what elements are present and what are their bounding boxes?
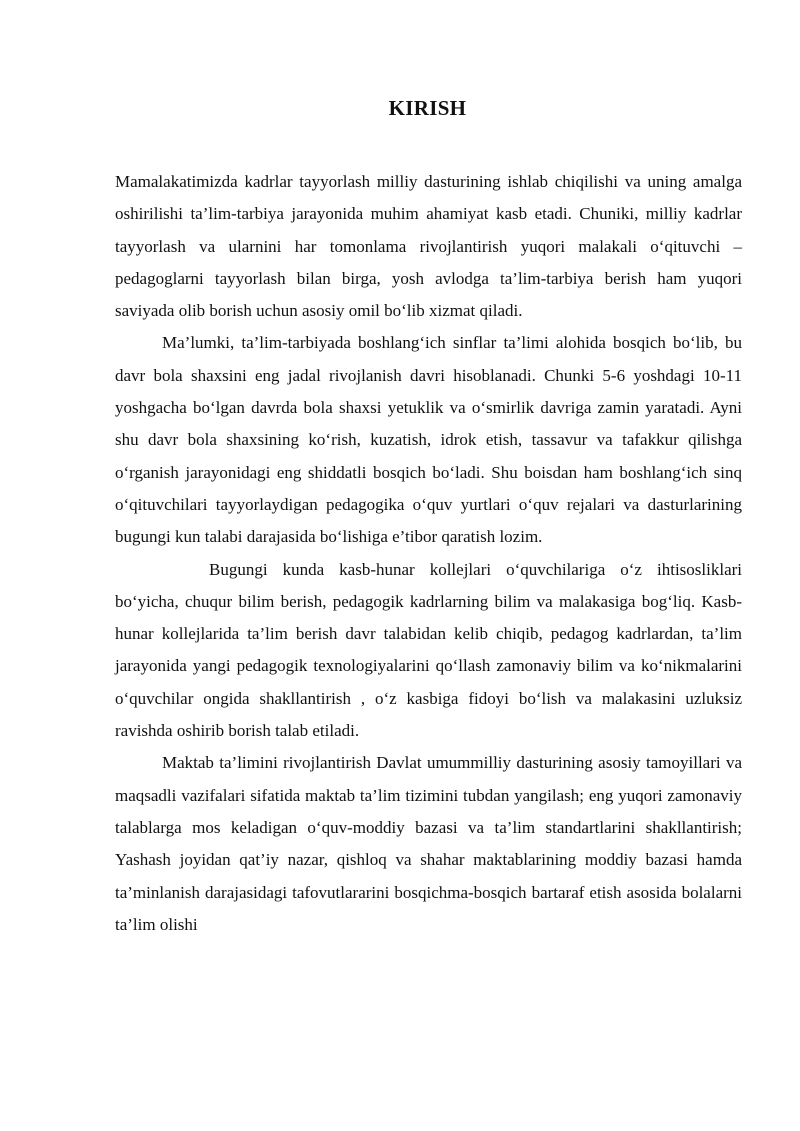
paragraph-vocational-colleges: Bugungi kunda kasb-hunar kollejlari o‘quvchilariga o‘z ihtisosliklari bo‘yicha, chuqur bilim berish, pedagogik kadrlarning bilim va malakasiga bog‘liq. Kasb-hunar kollejlarida ta’lim berish davr talabidan kelib chiqib, pedagog kadrlardan, ta’lim jarayonida yangi pedagogik texnologiyalarini qo‘llash zamonaviy bilim va ko‘nikmalarini o‘quvchilar ongida shakllantirish , o‘z kasbiga fidoyi bo‘lish va malakasini uzluksiz ravishda oshirib borish talab etiladi. bbox=[115, 559, 742, 741]
paragraph-school-program: Maktab ta’limini rivojlantirish Davlat umummilliy dasturining asosiy tamoyillari va maqsadli vazifalari sifatida maktab ta’lim tizimini tubdan yangilash; eng yuqori zamonaviy talablarga mos keladigan o‘quv-moddiy bazasi va ta’lim standartlarini shakllantirish; Yashash joyidan qat’iy nazar, qishloq va shahar maktablarining moddiy bazasi hamda ta’minlanish darajasidagi tafovutlararini bosqichma-bosqich bartaraf etish asosida bolalarni ta’lim olishi bbox=[115, 753, 742, 934]
page-title: KIRISH bbox=[388, 96, 467, 120]
document-body bbox=[115, 166, 742, 941]
paragraph-primary-education: Ma’lumki, ta’lim-tarbiyada boshlang‘ich sinflar ta’limi alohida bosqich bo‘lib, bu davr bola shaxsini eng jadal rivojlanish davri hisoblanadi. Chunki 5-6 yoshdagi 10-11 yoshgacha bo‘lgan davrda bola shaxsi yetuklik va o‘smirlik davriga zamin yaratadi. Ayni shu davr bola shaxsining ko‘rish, kuzatish, idrok etish, tassavur va tafakkur qilishga o‘rganish jarayonidagi eng shiddatli bosqich bo‘ladi. Shu boisdan ham boshlang‘ich sinq o‘qituvchilari tayyorlaydigan pedagogika o‘quv yurtlari o‘quv rejalari va dasturlarining bugungi kun talabi darajasida bo‘lishiga e’tibor qaratish lozim. bbox=[115, 333, 742, 547]
paragraph-intro: Mamalakatimizda kadrlar tayyorlash milliy dasturining ishlab chiqilishi va uning amalga oshirilishi ta’lim-tarbiya jarayonida muhim ahamiyat kasb etadi. Chuniki, milliy kadrlar tayyorlash va ularnini har tomonlama rivojlantirish yuqori malakali o‘qituvchi –pedagoglarni tayyorlash bilan birga, yosh avlodga ta’lim-tarbiya berish ham yuqori saviyada olib borish uchun asosiy omil bo‘lib xizmat qiladi. bbox=[115, 172, 742, 321]
